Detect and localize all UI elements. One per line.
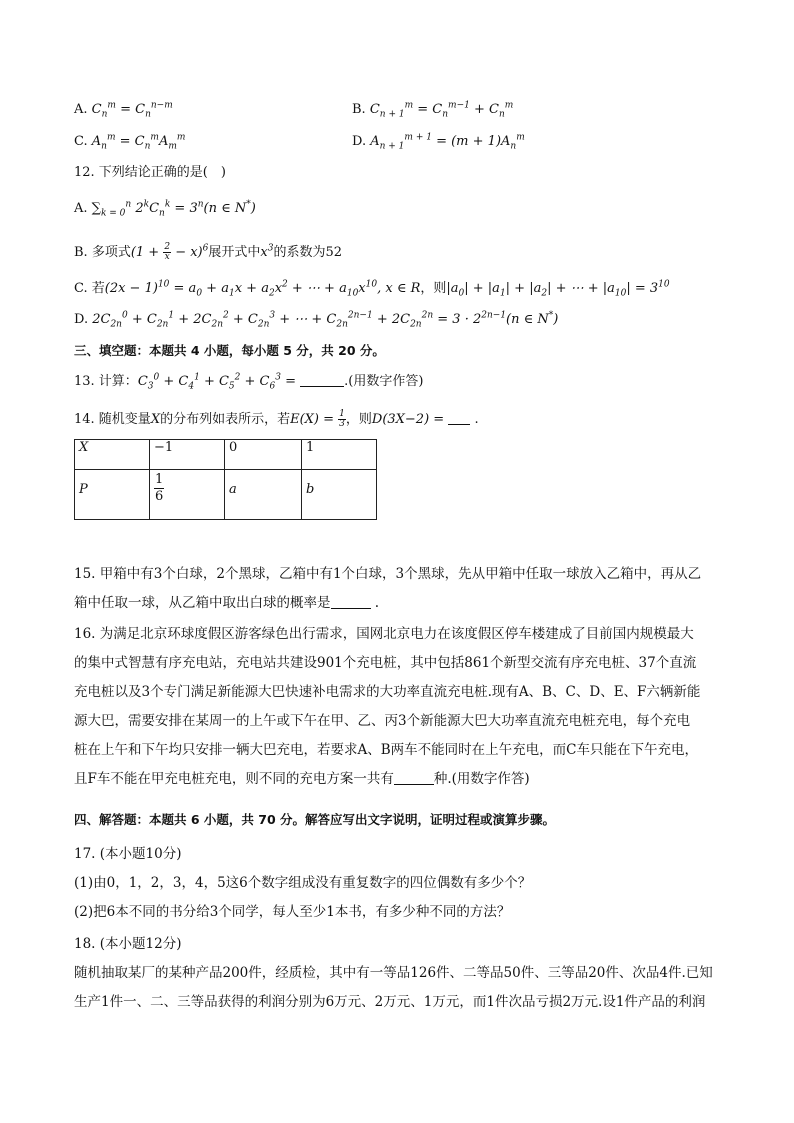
table-cell: P	[75, 470, 150, 520]
section-3-heading: 三、填空题：本题共 4 小题，每小题 5 分，共 20 分。	[74, 343, 385, 358]
q14-answer-blank[interactable]	[448, 410, 470, 425]
q15: 15. 甲箱中有3个白球，2个黑球，乙箱中有1个白球，3个黑球，先从甲箱中任取一球放入乙箱中，再从乙 箱中任取一球，从乙箱中取出白球的概率是 .	[74, 566, 702, 611]
q12-stem: 12. 下列结论正确的是( )	[74, 165, 226, 180]
table-cell: X	[75, 440, 150, 470]
table-cell: −1	[150, 440, 225, 470]
table-cell: 0	[225, 440, 302, 470]
table-row	[75, 440, 377, 470]
q16-answer-blank[interactable]	[394, 770, 434, 785]
q15-answer-blank[interactable]	[331, 594, 371, 609]
distribution-table	[74, 439, 377, 520]
q11-option-c: C. $A_n^m = C_n^mA_m^m$	[74, 132, 186, 152]
q12-option-a: A. $\sum_{k = 0}^n$ $2^kC_n^k = 3^n(n$ ∈ N*)	[74, 199, 256, 219]
q13-answer-blank[interactable]	[300, 372, 344, 387]
q18: 18. (本小题12分) 随机抽取某厂的某种产品200件，经质检，其中有一等品126件、二等品50件、三等品20件、次品4件.已知 生产1件一、二、三等品获得的利润分别为6万元、2万元、1万元，而1件次品亏损2万元.设1件产品的利润	[74, 936, 713, 1010]
table-cell: a	[225, 470, 302, 520]
q14-stem: 14. 随机变量X的分布列如表所示，若E(X) = $\frac{1}{3}$ ，则D(3X−2) = .	[74, 409, 479, 429]
section-4-heading: 四、解答题：本题共 6 小题，共 70 分。解答应写出文字说明，证明过程或演算步骤。	[74, 812, 556, 827]
q12-option-d: D. $2C_{2n}^0 + C_{2n}^1 + 2C_{2n}^2 + C_{2n}^3$ + ⋯ + $C_{2n}^{2n-1} + 2C_{2n}^{2n} = 3 \cdot 2^{2n-1}(n$ ∈ N*)	[74, 310, 559, 330]
q13: 13. 计算：$C_3^0 + C_4^1 + C_5^2 + C_6^3$ = .(用数字作答)	[74, 372, 424, 392]
table-row	[75, 470, 377, 520]
q11-option-b: B. $C_{n + 1}^m = C_n^{m-1} + C_n^m$	[352, 100, 514, 120]
q12-option-c: C. 若$(2x - 1)^{10} = a_0 + a_1x + a_2x^2$ + ⋯ + $a_{10}x^{10}$, x ∈ R，则$|a_0| + |a_1| + |a_2|$ + ⋯ + $|a_{10}| = 3^{10}$	[74, 279, 670, 299]
table-cell: 1	[302, 440, 377, 470]
q11-option-d: D. $A_{n + 1}^{m + 1} = (m + 1)A_n^m$	[352, 132, 525, 152]
q16: 16. 为满足北京环球度假区游客绿色出行需求，国网北京电力在该度假区停车楼建成了目前国内规模最大 的集中式智慧有序充电站，充电站共建设901个充电桩，其中包括861个新型交流有序充电桩、37个直流 充电桩以及3个专门满足新能源大巴快速补电需求的大功率直流充电桩.现有A、B、C、D、E、F六辆新能 源大巴，需要安排在某周一的上午或下午在甲、乙、丙3个新能源大巴大功率直流充电桩充电，每个充电 桩在上午和下午均只安排一辆大巴充电，若要求A、B两车不能同时在上午充电，而C车只能在下午充电， 且F车不能在甲充电桩充电，则不同的充电方案一共有 种.(用数字作答)	[74, 626, 701, 787]
q11-option-a: A. $C_n^m = C_n^{n-m}$	[74, 100, 173, 120]
q12-option-b: B. 多项式(1 + $\frac{2}{x}$ − x)$^6$展开式中$x^3$的系数为52	[74, 242, 342, 262]
table-cell-fraction: $\frac{1}{6}$	[150, 470, 225, 520]
q17: 17. (本小题10分) (1)由0，1，2，3，4，5这6个数字组成没有重复数字的四位偶数有多少个？ (2)把6本不同的书分给3个同学，每人至少1本书，有多少种不同的方法？	[74, 846, 532, 920]
table-cell: b	[302, 470, 377, 520]
